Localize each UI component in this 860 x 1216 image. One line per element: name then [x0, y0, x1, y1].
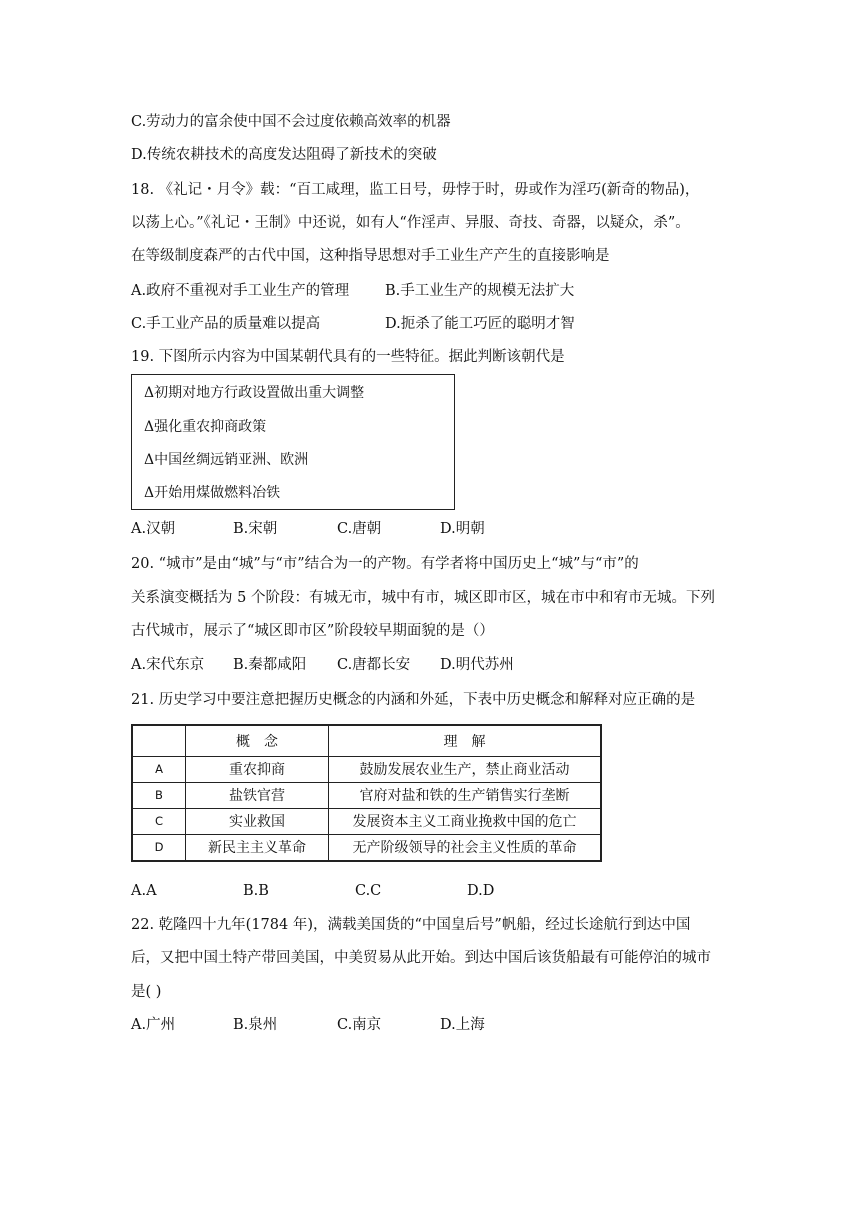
- table-header-key: [132, 725, 186, 756]
- q19-option-c: C.唐朝: [337, 521, 382, 537]
- q20-stem-line-3: 古代城市，展示了“城区即市区”阶段较早期面貌的是（）: [131, 623, 494, 639]
- table-cell-meaning: 发展资本主义工商业挽救中国的危亡: [329, 808, 602, 834]
- q20-option-a: A.宋代东京: [131, 657, 205, 673]
- q19-feature-1: Δ初期对地方行政设置做出重大调整: [144, 385, 365, 401]
- q21-option-a: A.A: [131, 883, 157, 899]
- q19-feature-2: Δ强化重农抑商政策: [144, 419, 267, 435]
- q22-option-a: A.广州: [131, 1017, 176, 1033]
- q22-stem-line-1: 22. 乾隆四十九年(1784 年)，满载美国货的“中国皇后号”帆船，经过长途航行到达中国: [131, 917, 691, 933]
- q19-option-b: B.宋朝: [233, 521, 278, 537]
- q21-option-d: D.D: [467, 883, 495, 899]
- q18-stem-line-1: 18. 《礼记・月令》载：“百工咸理，监工日号，毋悖于时，毋或作为淫巧(新奇的物品)，: [131, 182, 700, 198]
- table-cell-meaning: 官府对盐和铁的生产销售实行垄断: [329, 782, 602, 808]
- table-cell-key: D: [132, 834, 186, 861]
- q17-option-d: D.传统农耕技术的高度发达阻碍了新技术的突破: [131, 147, 437, 163]
- q19-feature-3: Δ中国丝绸远销亚洲、欧洲: [144, 452, 309, 468]
- q21-stem: 21. 历史学习中要注意把握历史概念的内涵和外延，下表中历史概念和解释对应正确的是: [131, 692, 696, 708]
- q19-option-a: A.汉朝: [131, 521, 176, 537]
- q20-stem-line-1: 20. “城市”是由“城”与“市”结合为一的产物。有学者将中国历史上“城”与“市”的: [131, 556, 639, 572]
- q21-concept-table: [131, 724, 602, 862]
- q20-option-b: B.秦都咸阳: [233, 657, 307, 673]
- table-cell-meaning: 无产阶级领导的社会主义性质的革命: [329, 834, 602, 861]
- q19-feature-box: [131, 374, 455, 510]
- q22-option-c: C.南京: [337, 1017, 382, 1033]
- q21-option-c: C.C: [355, 883, 382, 899]
- q22-stem-line-3: 是( ): [131, 984, 162, 1000]
- table-row: [132, 756, 601, 782]
- table-header-row: [132, 725, 601, 756]
- q22-option-b: B.泉州: [233, 1017, 278, 1033]
- q19-option-d: D.明朝: [440, 521, 485, 537]
- table-header-meaning: 理 解: [329, 725, 602, 756]
- q20-option-d: D.明代苏州: [440, 657, 514, 673]
- table-row: [132, 808, 601, 834]
- table-cell-concept: 实业救国: [186, 808, 329, 834]
- q21-option-b: B.B: [243, 883, 269, 899]
- q22-option-d: D.上海: [440, 1017, 485, 1033]
- table-row: [132, 834, 601, 861]
- table-cell-key: C: [132, 808, 186, 834]
- q20-option-c: C.唐都长安: [337, 657, 411, 673]
- table-header-concept: 概 念: [186, 725, 329, 756]
- table-cell-key: A: [132, 756, 186, 782]
- q17-option-c: C.劳动力的富余使中国不会过度依赖高效率的机器: [131, 114, 451, 130]
- q18-stem-line-3: 在等级制度森严的古代中国，这种指导思想对手工业生产产生的直接影响是: [131, 248, 610, 264]
- q18-option-b: B.手工业生产的规模无法扩大: [385, 283, 575, 299]
- q20-stem-line-2: 关系演变概括为 5 个阶段：有城无市，城中有市，城区即市区，城在市中和宥市无城。下列: [131, 590, 715, 606]
- q18-stem-line-2: 以荡上心。”《礼记・王制》中还说，如有人“作淫声、异服、奇技、奇器，以疑众，杀”。: [131, 215, 690, 231]
- table-row: [132, 782, 601, 808]
- table-cell-concept: 盐铁官营: [186, 782, 329, 808]
- table-cell-meaning: 鼓励发展农业生产，禁止商业活动: [329, 756, 602, 782]
- q18-option-a: A.政府不重视对手工业生产的管理: [131, 283, 350, 299]
- table-cell-concept: 新民主主义革命: [186, 834, 329, 861]
- q18-option-d: D.扼杀了能工巧匠的聪明才智: [385, 316, 575, 332]
- table-cell-concept: 重农抑商: [186, 756, 329, 782]
- q19-feature-4: Δ开始用煤做燃料冶铁: [144, 485, 281, 501]
- table-cell-key: B: [132, 782, 186, 808]
- q18-option-c: C.手工业产品的质量难以提高: [131, 316, 321, 332]
- q22-stem-line-2: 后，又把中国土特产带回美国，中美贸易从此开始。到达中国后该货船最有可能停泊的城市: [131, 950, 711, 966]
- q19-stem: 19. 下图所示内容为中国某朝代具有的一些特征。据此判断该朝代是: [131, 349, 565, 365]
